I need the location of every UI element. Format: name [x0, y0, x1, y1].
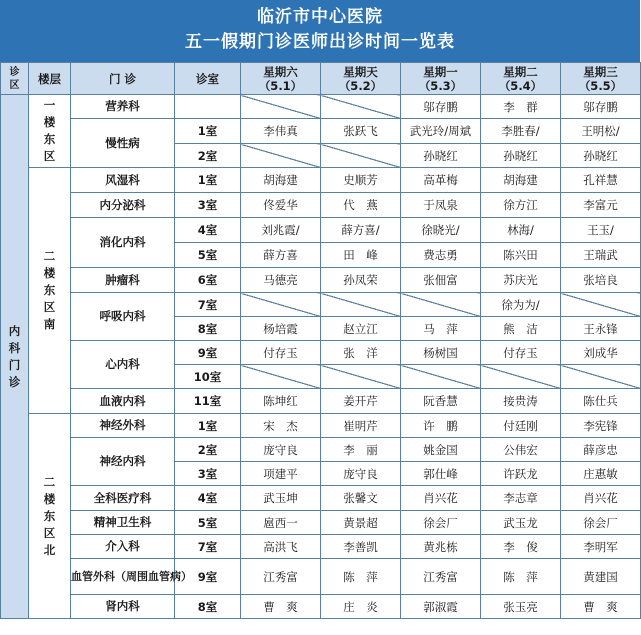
table-row [1, 119, 641, 144]
doctor-sun: 张 洋 [321, 341, 401, 365]
header-day-sat: 星期六 （5.1） [241, 63, 321, 95]
doctor-wed: 陈仕兵 [561, 389, 641, 414]
floor-label: 二楼东区北 [29, 414, 71, 619]
table-row [1, 414, 641, 438]
doctor-tue: 苏庆光 [481, 268, 561, 293]
schedule-table [0, 62, 641, 619]
doctor-wed: 曹 爽 [561, 595, 641, 619]
doctor-wed: 邬存鹏 [561, 95, 641, 119]
doctor-sun: 张馨文 [321, 486, 401, 511]
header-day-mon: 星期一 （5.3） [401, 63, 481, 95]
doctor-sat: 江秀富 [241, 559, 321, 595]
hospital-name: 临沂市中心医院 [257, 7, 383, 27]
doctor-sat: 曹 爽 [241, 595, 321, 619]
doctor-mon: 徐晓光/ [401, 218, 481, 243]
no-clinic-cell [321, 95, 401, 119]
table-row [1, 293, 641, 317]
doctor-wed: 薛彦忠 [561, 438, 641, 462]
department-name: 慢性病 [71, 119, 175, 168]
table-row [1, 193, 641, 218]
doctor-mon: 黄兆栋 [401, 535, 481, 559]
department-name: 肿瘤科 [71, 268, 175, 293]
doctor-wed: 王瑞武 [561, 243, 641, 268]
department-name: 心内科 [71, 341, 175, 389]
doctor-sat: 杨培霞 [241, 317, 321, 341]
doctor-sun: 姜开芹 [321, 389, 401, 414]
department-name: 血管外科（周围血管病） [71, 559, 175, 595]
doctor-sun: 赵立江 [321, 317, 401, 341]
doctor-tue: 李志章 [481, 486, 561, 511]
doctor-tue: 胡海建 [481, 168, 561, 193]
doctor-tue: 李 群 [481, 95, 561, 119]
department-name: 神经外科 [71, 414, 175, 438]
doctor-mon: 许 鹏 [401, 414, 481, 438]
department-name: 内分泌科 [71, 193, 175, 218]
header-row [1, 63, 641, 95]
doctor-tue: 孙晓红 [481, 144, 561, 168]
doctor-wed: 刘成华 [561, 341, 641, 365]
title-banner [0, 0, 640, 62]
doctor-wed: 孔祥慧 [561, 168, 641, 193]
room-number: 7室 [175, 293, 241, 317]
doctor-tue: 公伟宏 [481, 438, 561, 462]
zone-label: 内科门诊 [1, 95, 29, 619]
doctor-mon: 费志勇 [401, 243, 481, 268]
table-row [1, 389, 641, 414]
no-clinic-cell [321, 365, 401, 389]
no-clinic-cell [321, 293, 401, 317]
doctor-sun: 庞守良 [321, 462, 401, 486]
room-number: 8室 [175, 317, 241, 341]
doctor-sat: 庞守良 [241, 438, 321, 462]
doctor-mon: 张佃富 [401, 268, 481, 293]
doctor-mon: 姚金国 [401, 438, 481, 462]
doctor-tue: 陈 萍 [481, 559, 561, 595]
table-row [1, 595, 641, 619]
header-clinic: 门 诊 [71, 63, 175, 95]
room-number: 3室 [175, 193, 241, 218]
doctor-mon: 杨树国 [401, 341, 481, 365]
doctor-tue: 李胜春/ [481, 119, 561, 144]
doctor-mon: 武光玲/周斌 [401, 119, 481, 144]
no-clinic-cell [481, 365, 561, 389]
doctor-mon: 邬存鹏 [401, 95, 481, 119]
room-number: 7室 [175, 535, 241, 559]
doctor-mon: 高革梅 [401, 168, 481, 193]
room-number: 2室 [175, 144, 241, 168]
room-number: 10室 [175, 365, 241, 389]
table-row [1, 95, 641, 119]
doctor-sun: 李善凯 [321, 535, 401, 559]
doctor-sat: 高洪飞 [241, 535, 321, 559]
doctor-sat: 宋 杰 [241, 414, 321, 438]
doctor-tue: 李 俊 [481, 535, 561, 559]
table-row [1, 535, 641, 559]
department-name: 血液内科 [71, 389, 175, 414]
department-name: 风湿科 [71, 168, 175, 193]
doctor-mon: 郭淑霞 [401, 595, 481, 619]
no-clinic-cell [241, 144, 321, 168]
room-number: 5室 [175, 243, 241, 268]
doctor-wed: 李宪锋 [561, 414, 641, 438]
no-clinic-cell [241, 365, 321, 389]
table-row [1, 341, 641, 365]
no-clinic-cell [561, 365, 641, 389]
header-day-wed: 星期三 （5.5） [561, 63, 641, 95]
doctor-wed: 王永锋 [561, 317, 641, 341]
doctor-sat: 扈西一 [241, 511, 321, 535]
doctor-sun: 黄景超 [321, 511, 401, 535]
room-number: 1室 [175, 414, 241, 438]
doctor-sat: 胡海建 [241, 168, 321, 193]
room-number: 1室 [175, 168, 241, 193]
doctor-tue: 付存玉 [481, 341, 561, 365]
doctor-sun: 崔明芹 [321, 414, 401, 438]
doctor-sun: 李 丽 [321, 438, 401, 462]
doctor-wed: 王明松/ [561, 119, 641, 144]
floor-label: 二楼东区南 [29, 168, 71, 414]
doctor-mon: 阮香慧 [401, 389, 481, 414]
doctor-sun: 代 燕 [321, 193, 401, 218]
doctor-sat: 刘兆霞/ [241, 218, 321, 243]
schedule-title: 五一假期门诊医师出诊时间一览表 [185, 32, 455, 52]
doctor-mon: 肖兴花 [401, 486, 481, 511]
doctor-wed: 张培良 [561, 268, 641, 293]
room-number: 4室 [175, 486, 241, 511]
header-zone: 诊区 [1, 63, 29, 95]
department-name: 营养科 [71, 95, 175, 119]
table-row [1, 438, 641, 462]
room-number: 8室 [175, 595, 241, 619]
doctor-tue: 熊 洁 [481, 317, 561, 341]
room-number: 3室 [175, 462, 241, 486]
doctor-mon: 马 萍 [401, 317, 481, 341]
no-clinic-cell [401, 365, 481, 389]
table-row [1, 486, 641, 511]
doctor-tue: 接贵涛 [481, 389, 561, 414]
header-day-sun: 星期天 （5.2） [321, 63, 401, 95]
doctor-sun: 陈 萍 [321, 559, 401, 595]
doctor-sat: 薛方喜 [241, 243, 321, 268]
doctor-sun: 田 峰 [321, 243, 401, 268]
doctor-sun: 庄 炎 [321, 595, 401, 619]
doctor-wed: 李明军 [561, 535, 641, 559]
department-name: 消化内科 [71, 218, 175, 268]
doctor-sat: 付存玉 [241, 341, 321, 365]
doctor-tue: 陈兴田 [481, 243, 561, 268]
doctor-tue: 武玉龙 [481, 511, 561, 535]
doctor-sat: 马德亮 [241, 268, 321, 293]
doctor-wed: 徐会厂 [561, 511, 641, 535]
doctor-mon: 于凤泉 [401, 193, 481, 218]
doctor-mon: 徐会厂 [401, 511, 481, 535]
doctor-wed: 李富元 [561, 193, 641, 218]
header-room: 诊室 [175, 63, 241, 95]
doctor-sat: 武玉坤 [241, 486, 321, 511]
doctor-sat: 项建平 [241, 462, 321, 486]
no-clinic-cell [561, 293, 641, 317]
room-number: 11室 [175, 389, 241, 414]
room-number: 2室 [175, 438, 241, 462]
room-number: 5室 [175, 511, 241, 535]
doctor-sun: 孙凤荣 [321, 268, 401, 293]
doctor-sat: 佟爱华 [241, 193, 321, 218]
doctor-wed: 王玉/ [561, 218, 641, 243]
doctor-mon: 江秀富 [401, 559, 481, 595]
header-day-tue: 星期二 （5.4） [481, 63, 561, 95]
header-floor: 楼层 [29, 63, 71, 95]
doctor-tue: 林海/ [481, 218, 561, 243]
doctor-tue: 徐方江 [481, 193, 561, 218]
doctor-wed: 庄惠敏 [561, 462, 641, 486]
doctor-wed: 肖兴花 [561, 486, 641, 511]
department-name: 肾内科 [71, 595, 175, 619]
doctor-sat: 李伟真 [241, 119, 321, 144]
doctor-tue: 徐为为/ [481, 293, 561, 317]
department-name: 介入科 [71, 535, 175, 559]
department-name: 精神卫生科 [71, 511, 175, 535]
department-name: 呼吸内科 [71, 293, 175, 341]
table-row [1, 511, 641, 535]
room-number: 6室 [175, 268, 241, 293]
room-number: 9室 [175, 559, 241, 595]
no-clinic-cell [241, 95, 321, 119]
department-name: 神经内科 [71, 438, 175, 486]
no-clinic-cell [401, 293, 481, 317]
room-number: 4室 [175, 218, 241, 243]
no-clinic-cell [321, 144, 401, 168]
room-number: 1室 [175, 119, 241, 144]
no-clinic-cell [241, 293, 321, 317]
department-name: 全科医疗科 [71, 486, 175, 511]
floor-label: 一楼东区 [29, 95, 71, 168]
room-number [175, 95, 241, 119]
doctor-wed: 黄建国 [561, 559, 641, 595]
doctor-sun: 张跃飞 [321, 119, 401, 144]
table-row [1, 559, 641, 595]
doctor-wed: 孙晓红 [561, 144, 641, 168]
doctor-mon: 郭仕峰 [401, 462, 481, 486]
doctor-tue: 张玉亮 [481, 595, 561, 619]
table-row [1, 218, 641, 243]
doctor-tue: 付廷刚 [481, 414, 561, 438]
doctor-mon: 孙晓红 [401, 144, 481, 168]
table-row [1, 168, 641, 193]
doctor-sun: 史顺芳 [321, 168, 401, 193]
doctor-tue: 许跃龙 [481, 462, 561, 486]
table-row [1, 268, 641, 293]
doctor-sat: 陈坤红 [241, 389, 321, 414]
room-number: 9室 [175, 341, 241, 365]
doctor-sun: 薛方喜/ [321, 218, 401, 243]
